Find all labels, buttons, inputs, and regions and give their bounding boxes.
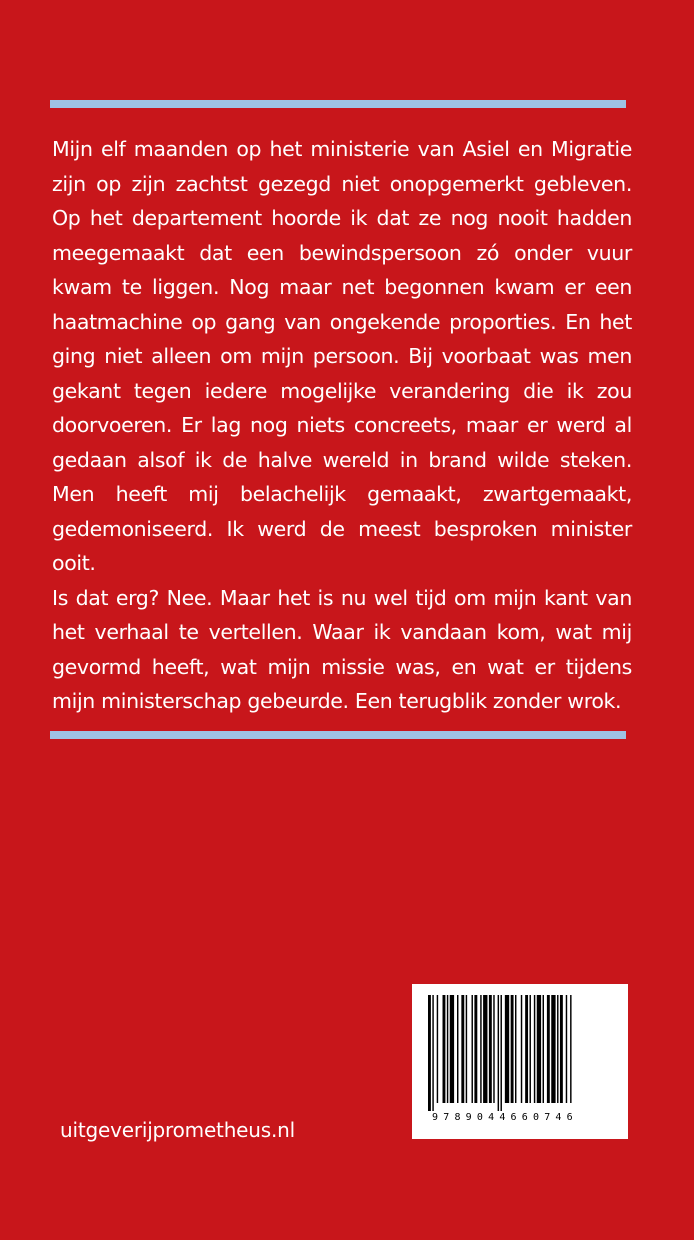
blurb-paragraph-1: Mijn elf maanden op het ministerie van Asiel en Migratie zijn op zijn zachtst gezegd niet onopgemerkt gebleven. Op het departement hoorde ik dat ze nog nooit hadden meegemaakt dat een bewindspersoon zó onder vuur kwam te liggen. Nog maar net begonnen kwam er een haatmachine op gang van ongekende proporties. En het ging niet alleen om mijn persoon. Bij voorbaat was men gekant tegen iedere mogelijke verandering die ik zou doorvoeren. Er lag nog niets concreets, maar er werd al gedaan alsof ik de halve wereld in brand wilde steken. Men heeft mij belachelijk gemaakt, zwartgemaakt, gedemoniseerd. Ik werd de meest besproken minister ooit. — [52, 137, 632, 575]
isbn-number: 9789044660746 — [432, 1112, 578, 1123]
blurb-paragraph-2: Is dat erg? Nee. Maar het is nu wel tijd om mijn kant van het verhaal te vertellen. Waar ik vandaan kom, wat mij gevormd heeft, wat mijn missie was, en wat er tijdens mijn ministerschap gebeurde. Een terugblik zonder wrok. — [52, 585, 632, 713]
top-divider-rule — [50, 100, 626, 108]
bottom-divider-rule — [50, 731, 626, 739]
back-cover-blurb — [52, 132, 632, 719]
publisher-website: uitgeverijprometheus.nl — [60, 1118, 295, 1142]
isbn-barcode — [412, 984, 628, 1139]
barcode-bars — [428, 995, 612, 1111]
